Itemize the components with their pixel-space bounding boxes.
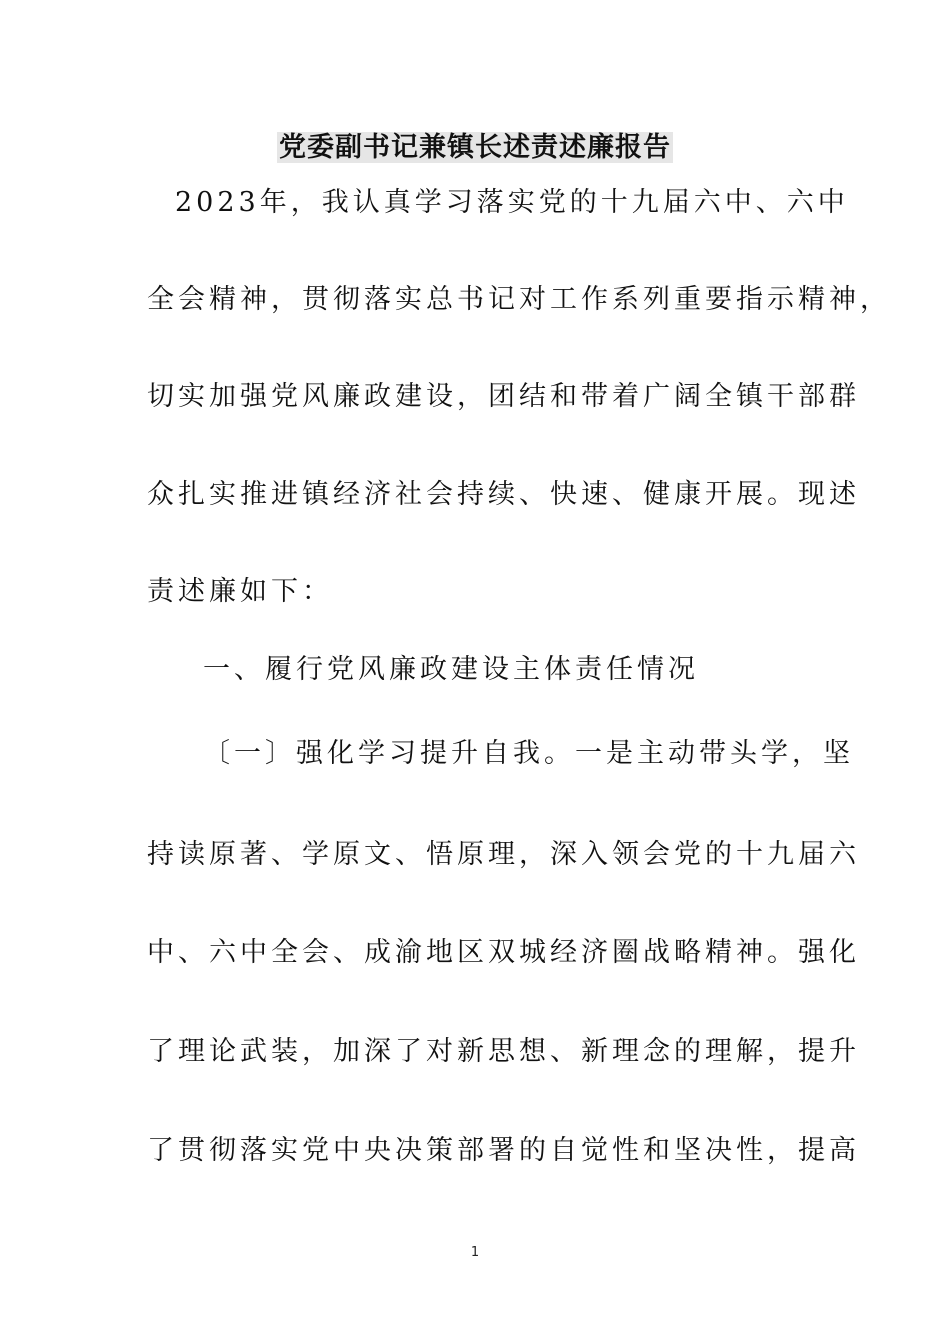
paragraph-line: 中、六中全会、成渝地区双城经济圈战略精神。强化	[147, 937, 860, 968]
section-heading: 一、履行党风廉政建设主体责任情况	[203, 654, 699, 685]
paragraph-line: 全会精神，贯彻落实总书记对工作系列重要指示精神，	[147, 284, 891, 315]
paragraph-line: 2023年，我认真学习落实党的十九届六中、六中	[175, 187, 849, 218]
document-title-text: 党委副书记兼镇长述责述廉报告	[279, 132, 671, 163]
paragraph-line: 〔一〕强化学习提升自我。一是主动带头学，坚	[203, 738, 854, 769]
page-number: 1	[470, 1245, 480, 1260]
paragraph-line: 了贯彻落实党中央决策部署的自觉性和坚决性，提高	[147, 1135, 860, 1166]
paragraph-line: 切实加强党风廉政建设，团结和带着广阔全镇干部群	[147, 381, 860, 412]
document-title	[0, 128, 950, 168]
paragraph-line: 了理论武装，加深了对新思想、新理念的理解，提升	[147, 1036, 860, 1067]
paragraph-line: 持读原著、学原文、悟原理，深入领会党的十九届六	[147, 839, 860, 870]
paragraph-line: 责述廉如下：	[147, 576, 333, 607]
paragraph-line: 众扎实推进镇经济社会持续、快速、健康开展。现述	[147, 479, 860, 510]
